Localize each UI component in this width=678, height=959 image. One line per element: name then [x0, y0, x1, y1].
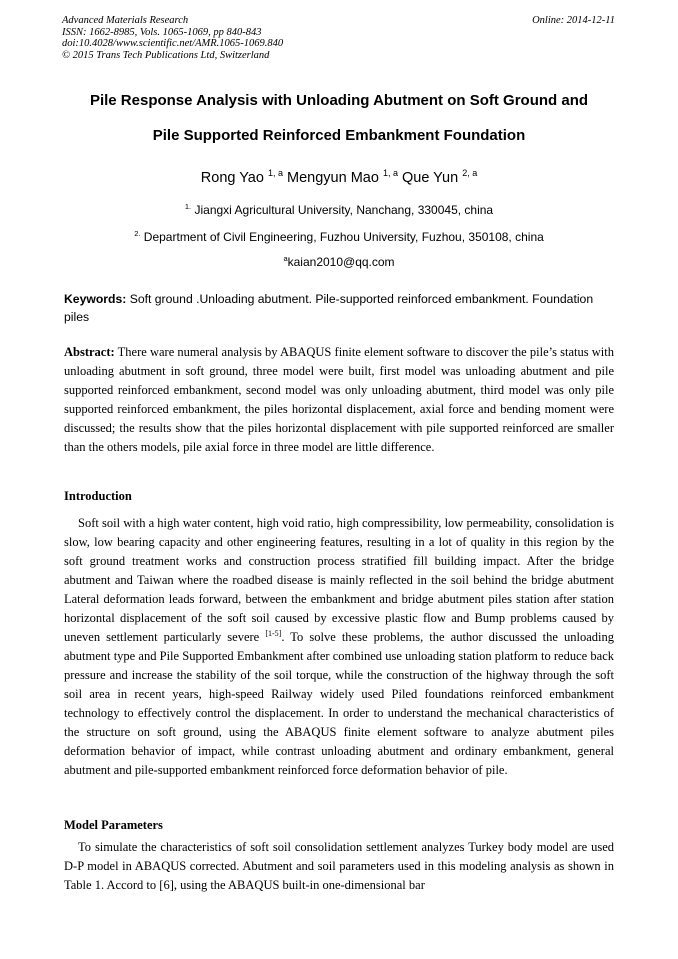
- keywords-label: Keywords:: [64, 292, 127, 306]
- email-mark: a: [283, 254, 288, 263]
- email-address[interactable]: kaian2010@qq.com: [287, 255, 395, 269]
- paper-title-line-1: Pile Response Analysis with Unloading Abutment on Soft Ground and: [89, 92, 589, 109]
- issn-line: ISSN: 1662-8985, Vols. 1065-1069, pp 840-843: [62, 26, 262, 38]
- intro-text-part-2: . To solve these problems, the author discussed the unloading abutment type and Pile Supported Embankment after combined use unloading station platform to reduce back pressure and increase the stability of the soil torque, while the construction of the highway through the soft soil area in recent years, high-speed Railway widely used Piled foundations reinforced embankment technology to effectively control the displacement. In order to understand the mechanical characteristics of the structure on soft ground, using the ABAQUS finite element software to analyze abutment piles deformation behavior of impact, while contrast unloading abutment and ordinary embankment, general abutment and pile-supported embankment reinforced force deformation behavior of pile.: [64, 630, 614, 777]
- affiliation-text: Jiangxi Agricultural University, Nanchang, 330045, china: [194, 203, 494, 217]
- introduction-heading: Introduction: [64, 489, 132, 503]
- citation-reference[interactable]: [1-5]: [265, 629, 282, 638]
- affiliation-mark: 1.: [184, 202, 192, 211]
- contact-email: [0, 254, 678, 269]
- model-parameters-paragraph: To simulate the characteristics of soft soil consolidation settlement analyzes Turkey body model are used D-P model in ABAQUS corrected. Abutment and soil parameters used in this modeling analysis as shown in Table 1. Accord to [6], using the ABAQUS built-in one-dimensional bar: [64, 840, 614, 892]
- journal-header: [62, 15, 283, 61]
- author-name: Que Yun: [401, 170, 459, 186]
- author-affiliation-mark: 1, a: [382, 168, 398, 178]
- abstract-block: [64, 343, 614, 457]
- affiliation-mark: 2.: [134, 229, 141, 238]
- author-name: Rong Yao: [200, 170, 264, 186]
- online-date: Online: 2014-12-11: [532, 15, 615, 26]
- author-affiliation-mark: 2, a: [462, 168, 478, 178]
- doi-link[interactable]: doi:10.4028/www.scientific.net/AMR.1065-1069.840: [62, 38, 284, 50]
- affiliation-text: Department of Civil Engineering, Fuzhou University, Fuzhou, 350108, china: [143, 230, 544, 244]
- keywords-block: [64, 290, 614, 326]
- introduction-paragraph: [64, 514, 614, 780]
- copyright-line: © 2015 Trans Tech Publications Ltd, Switzerland: [62, 49, 270, 61]
- model-parameters-heading: Model Parameters: [64, 818, 163, 832]
- abstract-text: There ware numeral analysis by ABAQUS finite element software to discover the pile’s status with unloading abutment in soft ground, three model were built, first model was unloading abutment and pile supported reinforced embankment, second model was only unloading abutment, third model was only pile supported reinforced embankment, the piles horizontal displacement, axial force and bending moment were discussed; the results show that the piles horizontal displacement with pile supported reinforced are smaller than the others models, pile axial force in three model are little difference.: [64, 345, 614, 454]
- author-affiliation-mark: 1, a: [267, 168, 283, 178]
- author-name: Mengyun Mao: [287, 170, 379, 186]
- paper-title-line-2: Pile Supported Reinforced Embankment Foundation: [152, 127, 526, 144]
- abstract-label: Abstract:: [64, 345, 115, 359]
- affiliation-2: [0, 229, 678, 244]
- affiliation-1: [0, 202, 678, 217]
- author-list: [0, 168, 678, 186]
- keywords-text: Soft ground .Unloading abutment. Pile-supported reinforced embankment. Foundation piles: [64, 292, 594, 324]
- journal-name: Advanced Materials Research: [62, 15, 189, 26]
- intro-text-part-1: Soft soil with a high water content, high void ratio, high compressibility, low permeability, consolidation is slow, low bearing capacity and other engineering features, resulting in a lot of quality in this region by the soft ground treatment works and construction process stratified fill building impact. After the bridge abutment and Taiwan where the roadbed disease is mainly reflected in the soil behind the bridge abutment Lateral deformation leads forward, between the embankment and bridge abutment piles station after station horizontal displacement of the soft soil caused by excessive plastic flow and Bump problems caused by uneven settlement particularly severe: [64, 516, 614, 644]
